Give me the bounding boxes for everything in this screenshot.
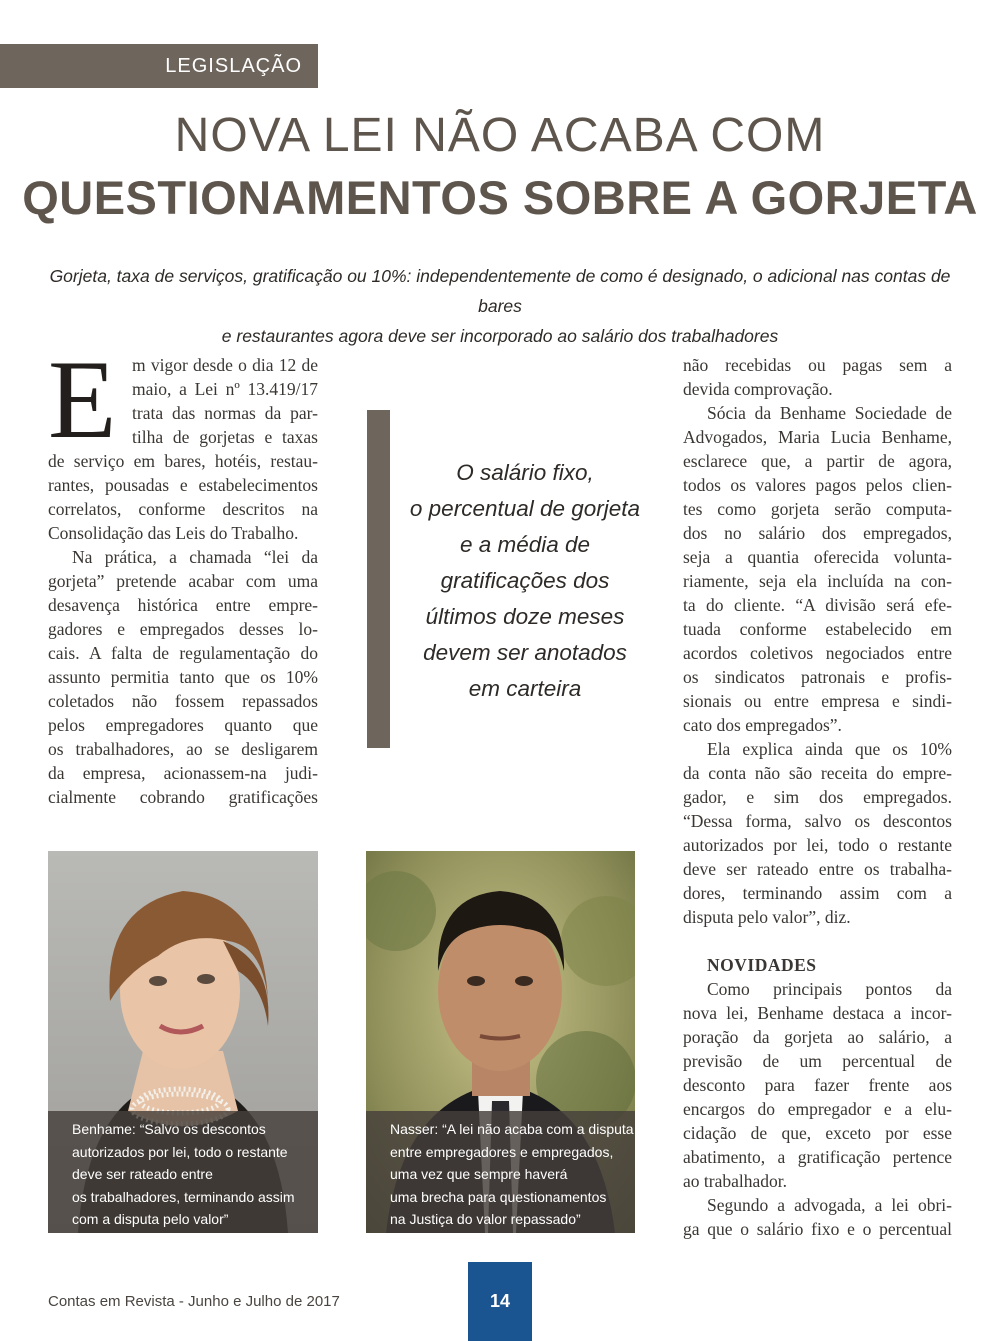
text-line: riamente, seja ela incluída na con- [683, 571, 952, 591]
photo-caption [366, 1111, 635, 1233]
text-line: gador, e sim dos empregados. [683, 787, 952, 807]
pullquote-line: devem ser anotados [423, 640, 627, 665]
subhead-novidades: NOVIDADES [707, 955, 817, 975]
pullquote-line: em carteira [468, 676, 582, 701]
text-line: esclarece que, a partir de agora, [683, 451, 952, 471]
text-line: cais. A falta de regulamentação do [48, 643, 318, 663]
text-line: devida comprovação. [683, 379, 833, 399]
pullquote-line: últimos doze meses [425, 604, 625, 629]
column-1-body [48, 449, 318, 809]
text-line: de serviço em bares, hotéis, restau- [48, 451, 318, 471]
pullquote-bar [367, 410, 390, 748]
headline-line-2: QUESTIONAMENTOS SOBRE A GORJETA [22, 171, 978, 224]
text-line: os sindicatos patronais e profis- [683, 667, 952, 687]
caption-line: autorizados por lei, todo o restante [72, 1143, 288, 1160]
pullquote [405, 455, 645, 707]
caption-line: uma brecha para questionamentos [390, 1188, 607, 1205]
text-line: acordos coletivos negociados entre [683, 643, 952, 663]
photo-caption [48, 1111, 318, 1233]
text-line: poração da gorjeta ao salário, a [683, 1027, 952, 1047]
text-line: encargos do empregador e a elu- [683, 1099, 952, 1119]
text-line: autorizados por lei, todo o restante [683, 835, 952, 855]
text-line: dores, terminando assim com a [683, 883, 952, 903]
subtitle [40, 261, 960, 351]
text-line: não recebidas ou pagas sem a [683, 355, 952, 375]
headline-line-1: NOVA LEI NÃO ACABA COM [174, 109, 826, 162]
text-line: coletados não fossem repassados [48, 691, 318, 711]
text-line: cialmente cobrando gratificações [48, 787, 318, 807]
caption-line: na Justiça do valor repassado” [390, 1211, 581, 1227]
text-line: gorjeta” pretende acabar com uma [48, 571, 318, 591]
caption-line: Benhame: “Salvo os descontos [72, 1121, 266, 1137]
photo-nasser [366, 851, 635, 1233]
pullquote-line: gratificações dos [440, 568, 610, 593]
text-line: Consolidação das Leis do Trabalho. [48, 523, 299, 543]
paragraph-gap [683, 929, 952, 953]
text-line: ga que o salário fixo e o percentual [683, 1219, 952, 1239]
caption-line: Nasser: “A lei não acaba com a disputa [390, 1121, 634, 1137]
text-line: Como principais pontos da [707, 979, 952, 999]
text-line: m vigor desde o dia 12 de [132, 355, 318, 375]
caption-line: os trabalhadores, terminando assim [72, 1188, 295, 1205]
column-1-intro [132, 353, 318, 449]
text-line: disputa pelo valor”, diz. [683, 907, 851, 927]
text-line: abatimento, a gratificação pertence [683, 1147, 952, 1167]
text-line: ta do cliente. “A divisão será efe- [683, 595, 952, 615]
text-line: sionais ou entre empresa e sindi- [683, 691, 952, 711]
caption-line: uma vez que sempre haverá [390, 1166, 568, 1182]
caption-line: deve ser rateado entre [72, 1166, 213, 1182]
section-tag [0, 44, 318, 88]
page-number-badge [468, 1262, 532, 1341]
text-line: da empresa, acionassem-na judi- [48, 763, 318, 783]
pullquote-line: O salário fixo, [456, 460, 594, 485]
caption-line: com a disputa pelo valor” [72, 1211, 229, 1227]
column-3 [683, 353, 952, 1241]
text-line: maio, a Lei nº 13.419/17 [132, 379, 318, 399]
text-line: seja a quantia oferecida volunta- [683, 547, 952, 567]
section-label: LEGISLAÇÃO [165, 54, 302, 77]
text-line: deve ser rateado entre os trabalha- [683, 859, 952, 879]
text-line: tilha de gorjetas e taxas [132, 427, 318, 447]
caption-line: entre empregadores e empregados, [390, 1143, 614, 1160]
subtitle-line: e restaurantes agora deve ser incorporado ao salário dos trabalhadores [221, 326, 779, 346]
text-line: tes como gorjeta serão computa- [683, 499, 952, 519]
text-line: rantes, pousadas e estabelecimentos [48, 475, 318, 495]
text-line: dos no salário dos empregados, [683, 523, 952, 543]
text-line: cidação de que, exceto por esse [683, 1123, 952, 1143]
photo-benhame [48, 851, 318, 1233]
text-line: nova lei, Benhame destaca a incor- [683, 1003, 952, 1023]
text-line: os trabalhadores, ao se desligarem [48, 739, 318, 759]
text-line: Ela explica ainda que os 10% [707, 739, 952, 759]
text-line: desavença histórica entre empre- [48, 595, 318, 615]
text-line: gadores e empregados desses lo- [48, 619, 318, 639]
text-line: trata das normas da par- [132, 403, 318, 423]
text-line: tuada conforme estabelecido em [683, 619, 952, 639]
text-line: cato dos empregados”. [683, 715, 842, 735]
text-line: assunto permitia tanto que os 10% [48, 667, 318, 687]
text-line: da conta não são receita do empre- [683, 763, 952, 783]
drop-cap: E [48, 338, 117, 462]
text-line: desconto para fazer frente aos [683, 1075, 952, 1095]
text-line: Sócia da Benhame Sociedade de [707, 403, 952, 423]
footer-publication: Contas em Revista - Junho e Julho de 2017 [48, 1293, 340, 1310]
text-line: todos os valores pagos pelos clien- [683, 475, 952, 495]
text-line: Advogados, Maria Lucia Benhame, [683, 427, 952, 447]
text-line: Segundo a advogada, a lei obri- [707, 1195, 952, 1215]
text-line: Na prática, a chamada “lei da [72, 547, 318, 567]
text-line: ao trabalhador. [683, 1171, 787, 1191]
text-line: “Dessa forma, salvo os descontos [683, 811, 952, 831]
text-line: correlatos, conforme descritos na [48, 499, 318, 519]
pullquote-line: e a média de [459, 532, 591, 557]
text-line: previsão de um percentual de [683, 1051, 952, 1071]
pullquote-line: o percentual de gorjeta [409, 496, 641, 521]
subtitle-line: Gorjeta, taxa de serviços, gratificação ou 10%: independentemente de como é designado, o adicional nas contas de bares [49, 266, 951, 316]
text-line: pelos empregadores quanto que [48, 715, 318, 735]
page-number: 14 [489, 1291, 511, 1311]
